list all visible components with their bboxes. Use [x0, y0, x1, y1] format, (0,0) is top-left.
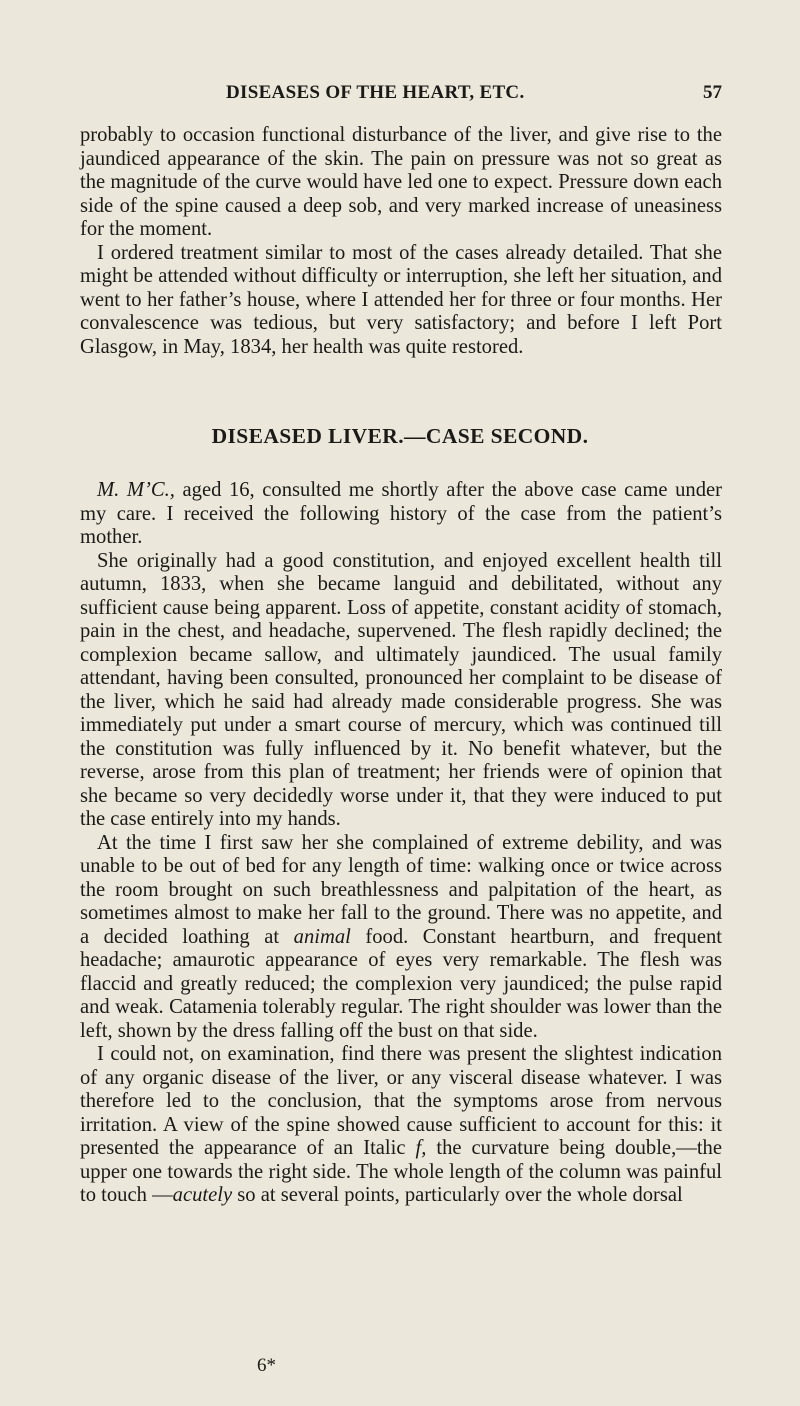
body-text-top — [80, 124, 722, 359]
examination-text-cont: the curvature being double,—the upper one towards the right side. The whole length of the column was painful to touch — — [80, 1137, 722, 1206]
signature-mark: 6* — [257, 1355, 276, 1376]
page-number: 57 — [703, 82, 722, 103]
emphasis-animal: animal — [293, 925, 351, 948]
first-visit-text: At the time I first saw her she complained of extreme debility, and was unable to be out of bed for any length of time: walking once or twice across the room brought on such breathlessness and palpitation of the heart, as sometimes almost to make her fall to the ground. There was no appetite, and a decided loathing at — [80, 831, 722, 948]
running-title: DISEASES OF THE HEART, ETC. — [226, 82, 525, 103]
paragraph-examination — [80, 1043, 722, 1208]
emphasis-italic-f: f, — [415, 1137, 427, 1159]
emphasis-acutely: acutely — [172, 1184, 233, 1206]
body-text-case-second — [80, 479, 722, 1208]
patient-initials: M. M’C., — [97, 479, 175, 501]
section-heading: DISEASED LIVER.—CASE SECOND. — [211, 424, 589, 448]
paragraph: I ordered treatment similar to most of the cases already detailed. That she might be attended without difficulty or interruption, she left her situation, and went to her father’s house, where I attended her for three or four months. Her convalescence was tedious, but very satisfactory; and before I left Port Glasgow, in May, 1834, her health was quite restored. — [80, 241, 722, 358]
intro-text: aged 16, consulted me shortly after the above case came under my care. I received the following history of the case from the patient’s mother. — [80, 479, 723, 548]
running-head — [0, 82, 800, 106]
paragraph: probably to occasion functional disturbance of the liver, and give rise to the jaundiced appearance of the skin. The pain on pressure was not so great as the magnitude of the curve would have led one to expect. Pressure down each side of the spine caused a deep sob, and very marked increase of uneasiness for the moment. — [80, 124, 722, 240]
first-visit-text-cont: food. Constant heartburn, and frequent headache; amaurotic appearance of eyes very remarkable. The flesh was flaccid and greatly reduced; the complexion very jaundiced; the pulse rapid and weak. Catamenia tolerably regular. The right shoulder was lower than the left, shown by the dress falling off the bust on that side. — [80, 925, 723, 1042]
paragraph-history: She originally had a good constitution, and enjoyed excellent health till autumn, 1833, when she became languid and debilitated, without any sufficient cause being apparent. Loss of appetite, constant acidity of stomach, pain in the chest, and headache, supervened. The flesh rapidly declined; the complexion became sallow, and ultimately jaundiced. The usual family attendant, having been consulted, pronounced her complaint to be disease of the liver, which he said had already made considerable progress. She was immediately put under a smart course of mercury, which was continued till the constitution was fully influenced by it. No benefit whatever, but the reverse, arose from this plan of treatment; her friends were of opinion that she became so very decidedly worse under it, that they were induced to put the case entirely into my hands. — [80, 549, 722, 830]
paragraph-first-visit — [80, 832, 722, 1044]
examination-text-end: so at several points, particularly over the whole dorsal — [232, 1184, 683, 1206]
examination-text: I could not, on examination, find there was present the slightest indication of any organic disease of the liver, or any visceral disease whatever. I was therefore led to the conclusion, that the symptoms arose from nervous irritation. A view of the spine showed cause sufficient to account for this: it presented the appearance of an Italic — [80, 1043, 722, 1159]
paragraph-intro — [80, 479, 722, 550]
